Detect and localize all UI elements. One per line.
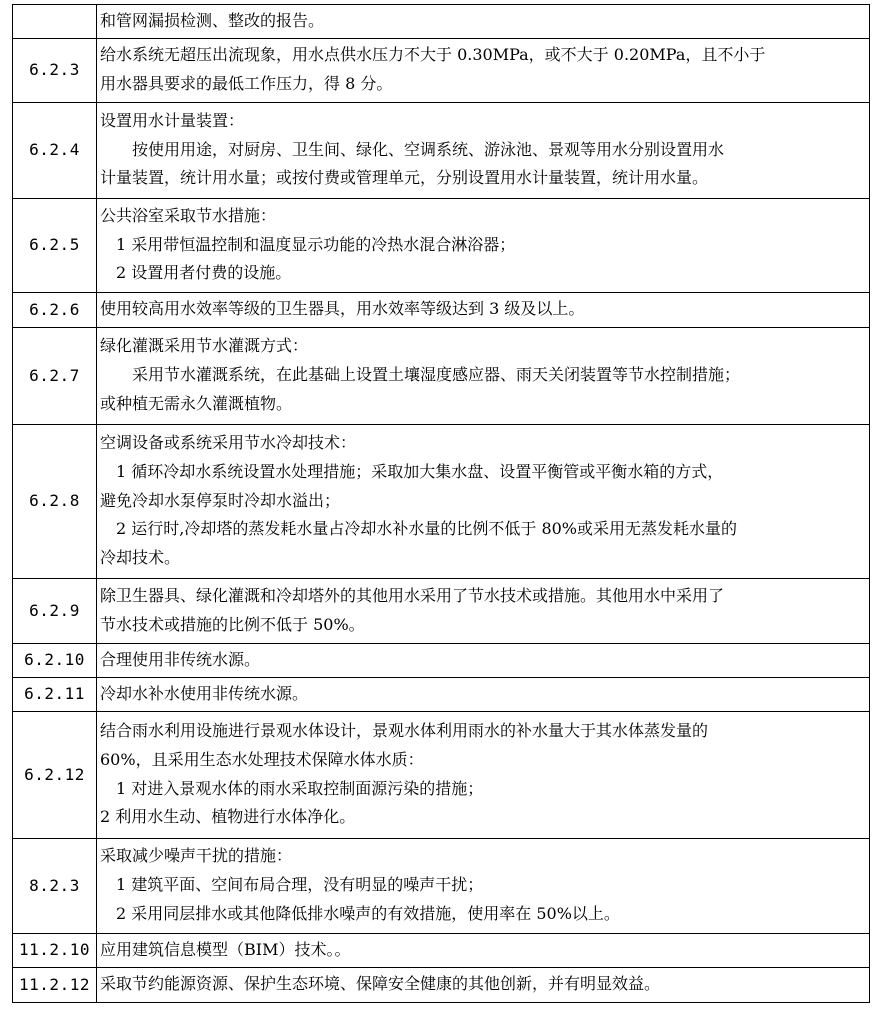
text-line: 给水系统无超压出流现象，用水点供水压力不大于 0.30MPa，或不大于 0.20MPa，且不小于 [100, 45, 766, 65]
table-row [13, 712, 870, 839]
text-line: 60%，且采用生态水处理技术保障水体水质： [100, 749, 424, 769]
clause-text [97, 293, 870, 328]
clause-text [97, 5, 870, 39]
clause-number: 11.2.10 [13, 934, 97, 968]
clause-table [12, 4, 870, 1003]
clause-text [97, 103, 870, 199]
table-row [13, 968, 870, 1003]
text-line: 2 利用水生动、植物进行水体净化。 [100, 807, 356, 827]
text-line: 设置用水计量装置： [100, 110, 245, 130]
text-line: 采取节约能源资源、保护生态环境、保障安全健康的其他创新，并有明显效益。 [100, 974, 661, 994]
clause-text [97, 644, 870, 678]
text-line: 2 采用同层排水或其他降低排水噪声的有效措施，使用率在 50%以上。 [116, 903, 620, 923]
text-line: 结合雨水利用设施进行景观水体设计，景观水体利用雨水的补水量大于其水体蒸发量的 [100, 720, 709, 740]
clause-text [97, 328, 870, 425]
table-row [13, 5, 870, 39]
table-row [13, 678, 870, 712]
table-row [13, 934, 870, 968]
table-row [13, 103, 870, 199]
text-line: 用水器具要求的最低工作压力，得 8 分。 [100, 74, 393, 93]
text-line: 按使用用途，对厨房、卫生间、绿化、空调系统、游泳池、景观等用水分别设置用水 [132, 139, 725, 159]
table-row [13, 579, 870, 644]
text-line: 使用较高用水效率等级的卫生器具，用水效率等级达到 3 级及以上。 [100, 299, 585, 319]
clause-text [97, 39, 870, 103]
clause-number: 6.2.4 [13, 103, 97, 199]
text-line: 采取减少噪声干扰的措施： [100, 846, 293, 866]
text-line: 合理使用非传统水源。 [100, 649, 261, 669]
text-line: 公共浴室采取节水措施： [100, 205, 277, 225]
text-line: 1 循环冷却水系统设置水处理措施；采取加大集水盘、设置平衡管或平衡水箱的方式， [116, 461, 724, 481]
text-line: 应用建筑信息模型（BIM）技术。。 [100, 939, 351, 959]
clause-text [97, 968, 870, 1003]
clause-number [13, 5, 97, 39]
clause-number: 6.2.6 [13, 293, 97, 328]
text-line: 冷却技术。 [100, 548, 181, 568]
text-line: 采用节水灌溉系统，在此基础上设置土壤湿度感应器、雨天关闭装置等节水控制措施； [132, 365, 741, 385]
text-line: 或种植无需永久灌溉植物。 [100, 393, 293, 413]
text-line: 1 对进入景观水体的雨水采取控制面源污染的措施； [116, 778, 484, 798]
clause-text [97, 712, 870, 839]
text-line: 冷却水补水使用非传统水源。 [100, 683, 309, 703]
text-line: 节水技术或措施的比例不低于 50%。 [100, 614, 365, 634]
clause-number: 6.2.10 [13, 644, 97, 678]
table-row [13, 839, 870, 934]
table-row [13, 39, 870, 103]
clause-number: 6.2.7 [13, 328, 97, 425]
clause-number: 6.2.12 [13, 712, 97, 839]
clause-number: 6.2.8 [13, 425, 97, 579]
clause-text [97, 934, 870, 968]
table-row [13, 199, 870, 293]
clause-text [97, 425, 870, 579]
clause-text [97, 839, 870, 934]
clause-number: 6.2.11 [13, 678, 97, 712]
text-line: 避免冷却水泵停泵时冷却水溢出； [100, 490, 341, 510]
clause-number: 6.2.9 [13, 579, 97, 644]
text-line: 1 建筑平面、空间布局合理，没有明显的噪声干扰； [116, 875, 484, 895]
text-line: 除卫生器具、绿化灌溉和冷却塔外的其他用水采用了节水技术或措施。其他用水中采用了 [100, 585, 725, 605]
text-line: 计量装置，统计用水量；或按付费或管理单元，分别设置用水计量装置，统计用水量。 [100, 168, 709, 188]
text-line: 绿化灌溉采用节水灌溉方式： [100, 336, 309, 356]
table-row [13, 644, 870, 678]
table-row [13, 293, 870, 328]
table-row [13, 328, 870, 425]
clause-text [97, 579, 870, 644]
table-row [13, 425, 870, 579]
text-line: 空调设备或系统采用节水冷却技术： [100, 433, 357, 452]
clause-number: 8.2.3 [13, 839, 97, 934]
clause-number: 6.2.5 [13, 199, 97, 293]
clause-text [97, 199, 870, 293]
text-line: 2 运行时,冷却塔的蒸发耗水量占冷却水补水量的比例不低于 80%或采用无蒸发耗水量的 [116, 519, 738, 539]
text-line: 和管网漏损检测、整改的报告。 [100, 10, 325, 30]
text-line: 1 采用带恒温控制和温度显示功能的冷热水混合淋浴器； [116, 234, 516, 254]
clause-text [97, 678, 870, 712]
clause-number: 11.2.12 [13, 968, 97, 1003]
clause-number: 6.2.3 [13, 39, 97, 103]
text-line: 2 设置用者付费的设施。 [116, 263, 292, 283]
